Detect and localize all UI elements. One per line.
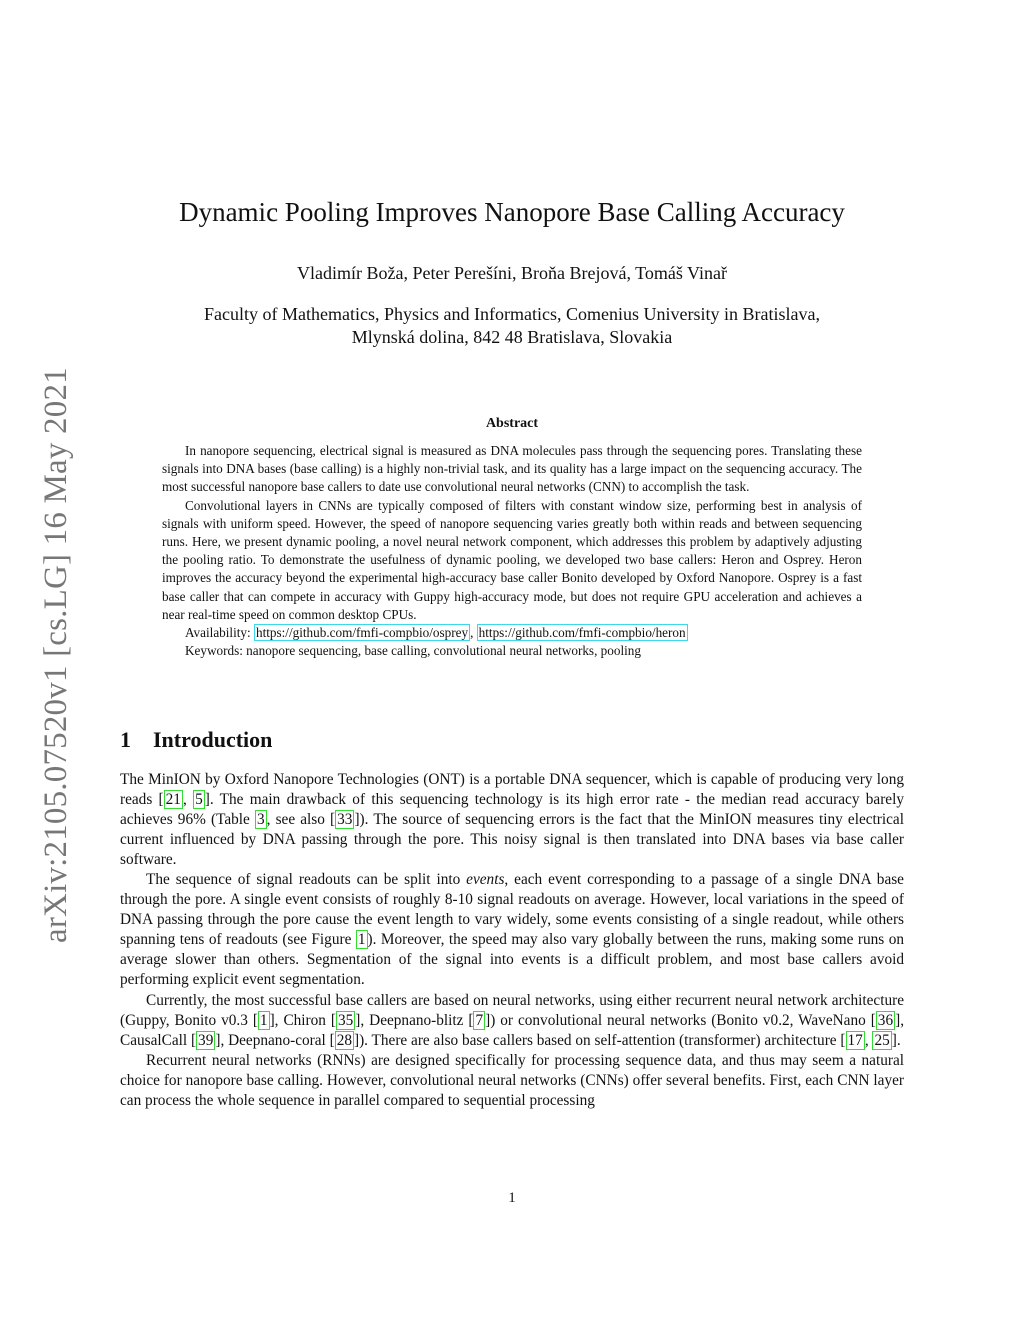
table-ref-link[interactable]: 3 (256, 811, 265, 829)
citation-link[interactable]: 25 (874, 1031, 890, 1049)
page-number: 1 (508, 1190, 516, 1206)
author-list: Vladimír Boža, Peter Perešíni, Broňa Brejová, Tomáš Vinař (297, 263, 727, 283)
intro-paragraph-2: The sequence of signal readouts can be split into events, each event corresponding to a passage of a single DNA base through the pore. A single event consists of roughly 8-10 signal readouts on average. However, local variations in the speed of DNA passing through the pore cause the event length to vary widely, some events consisting of a single readout, while others spanning tens of readouts (see Figure 1 ). Moreover, the speed may also vary globally between the runs, making some runs on average slower than others. Segmentation of the signal into events is a difficult problem, and most base callers avoid performing explicit event segmentation. (120, 871, 904, 989)
paper-title: Dynamic Pooling Improves Nanopore Base Calling Accuracy (179, 197, 845, 227)
arxiv-identifier: arXiv:2105.07520v1 [cs.LG] 16 May 2021 (38, 367, 74, 943)
citation-link[interactable]: 36 (877, 1011, 894, 1029)
citation-link[interactable]: 1 (259, 1011, 268, 1029)
abstract-heading: Abstract (485, 416, 539, 431)
citation-link[interactable]: 17 (847, 1031, 863, 1049)
section-number: 1 (120, 727, 131, 752)
figure-ref-link[interactable]: 1 (357, 931, 366, 949)
keywords-line: Keywords: nanopore sequencing, base calling, convolutional neural networks, pooling (185, 643, 641, 659)
citation-link[interactable]: 5 (195, 791, 203, 809)
osprey-link[interactable]: https://github.com/fmfi-compbio/osprey (255, 625, 469, 641)
intro-paragraph-4: Recurrent neural networks (RNNs) are designed specifically for processing sequence data, and thus may seem a natural choice for nanopore base calling. However, convolutional neural networks (CNNs) offer several benefits. First, each CNN layer can process the whole sequence in parallel compared to sequential processing (120, 1051, 904, 1109)
intro-paragraph-3: Currently, the most successful base callers are based on neural networks, using either recurrent neural network architecture (Guppy, Bonito v0.3 [ 1 ], Chiron [ 35 ], Deepnano-blitz [ 7 ]) or convolutional neural networks (Bonito v0.2, WaveNano [ 36 ], CausalCall [ 39 ], Deepnano-coral [ 28 ]). There are also base callers based on self-attention (transformer) architecture [ 17 , 25 ]. (120, 991, 905, 1049)
abstract-paragraph-2: Convolutional layers in CNNs are typically composed of filters with constant window size, performing best in analysis of signals with uniform speed. However, the speed of nanopore sequencing varies greatly both within reads and between sequencing runs. Here, we present dynamic pooling, a novel neural network component, which addresses this problem by adaptively adjusting the pooling ratio. To demonstrate the usefulness of dynamic pooling, we developed two base callers: Heron and Osprey. Heron improves the accuracy beyond the experimental high-accuracy base caller Bonito developed by Oxford Nanopore. Osprey is a fast base caller that can compete in accuracy with Guppy high-accuracy mode, but does not require GPU acceleration and achieves a near real-time speed on common desktop CPUs. (162, 497, 862, 622)
section-title: Introduction (153, 727, 273, 752)
arxiv-watermark (30, 345, 74, 945)
citation-link[interactable]: 21 (165, 791, 181, 809)
introduction-body (120, 770, 904, 1111)
heron-link[interactable]: https://github.com/fmfi-compbio/heron (478, 625, 686, 641)
affiliation-line-1: Faculty of Mathematics, Physics and Informatics, Comenius University in Bratislava, (204, 304, 820, 324)
abstract-body (162, 442, 862, 660)
abstract-paragraph-1: In nanopore sequencing, electrical signal is measured as DNA molecules pass through the sequencing pores. Translating these signals into DNA bases (base calling) is a highly non-trivial task, and its quality has a large impact on the sequencing accuracy. The most successful nanopore base callers to date use convolutional neural networks (CNN) to accomplish the task. (162, 443, 862, 495)
availability-line: Availability: https://github.com/fmfi-compbio/osprey , https://github.com/fmfi-compbio/heron (185, 625, 686, 641)
citation-link[interactable]: 7 (475, 1011, 484, 1029)
affiliation (120, 303, 904, 349)
affiliation-line-2: Mlynská dolina, 842 48 Bratislava, Slovakia (351, 327, 673, 347)
citation-link[interactable]: 33 (337, 811, 353, 829)
citation-link[interactable]: 28 (336, 1031, 352, 1049)
citation-link[interactable]: 35 (337, 1011, 354, 1029)
citation-link[interactable]: 39 (198, 1031, 214, 1049)
availability-label: Availability: (185, 625, 251, 641)
section-heading-introduction (120, 727, 272, 753)
intro-paragraph-1: The MinION by Oxford Nanopore Technologies (ONT) is a portable DNA sequencer, which is capable of producing very long reads [ 21 , 5 ]. The main drawback of this sequencing technology is its high error rate - the median read accuracy barely achieves 96% (Table 3 , see also [ 33 ]). The source of sequencing errors is the fact that the MinION measures tiny electrical current influenced by DNA passing through the pore. This noisy signal is then translated into DNA bases via base caller software. (120, 771, 904, 869)
